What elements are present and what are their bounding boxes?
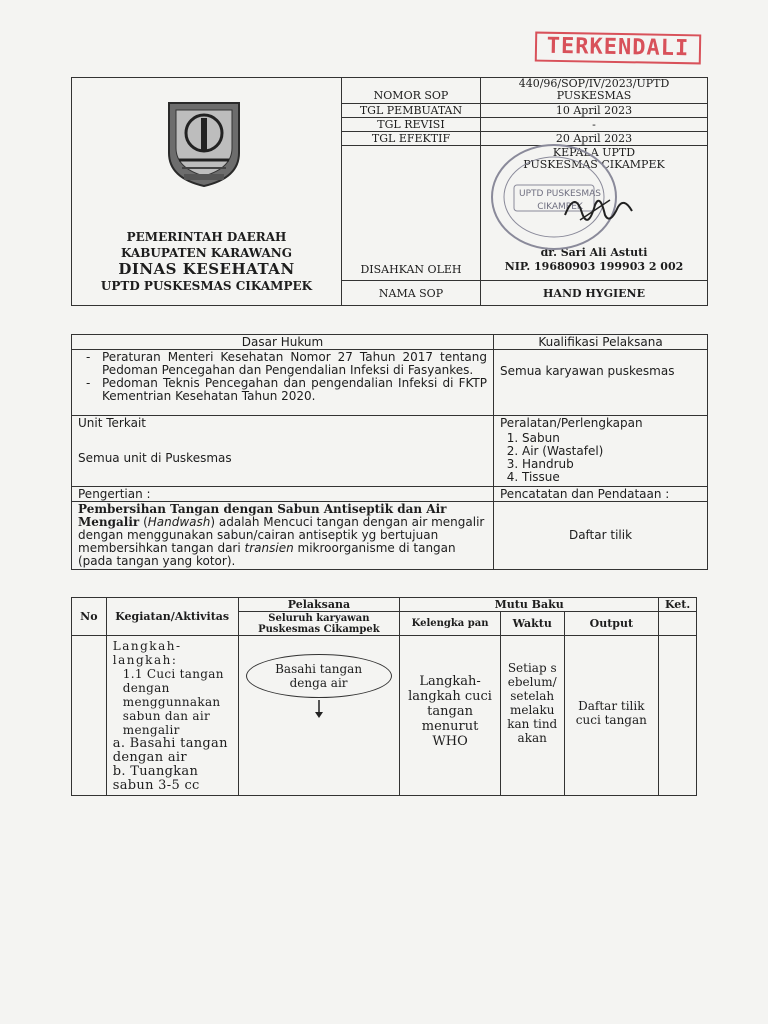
kegiatan-a: a. Basahi tangan dengan air [112, 736, 228, 765]
pelaksana-flow-cell [238, 636, 400, 796]
kegiatan-b: b. Tuangkan sabun 3-5 cc [112, 764, 200, 793]
tgl-revisi-label: TGL REVISI [342, 117, 481, 131]
pencatatan-title: Pencatatan dan Pendataan : [494, 486, 708, 501]
kelengkapan-value: Langkah-langkah cuci tangan menurut WHO [400, 636, 501, 796]
nama-sop-label: NAMA SOP [342, 281, 481, 306]
dept-name: DINAS KESEHATAN [118, 260, 295, 278]
tgl-efektif-value: 20 April 2023 [481, 132, 708, 146]
nomor-sop-label: NOMOR SOP [342, 78, 481, 104]
dasar-hukum-item: - Pedoman Teknis Pencegahan dan pengendalian Infeksi di FKTP Kementrian Kesehatan Tahun 2020. [80, 377, 487, 403]
approver-nip: NIP. 19680903 199903 2 002 [504, 260, 684, 274]
pencatatan-value: Daftar tilik [494, 501, 708, 569]
tgl-revisi-value: - [481, 117, 708, 131]
col-output: Output [564, 612, 659, 636]
gov-line-2: KABUPATEN KARAWANG [120, 246, 293, 260]
kegiatan-head: Langkah-langkah: [112, 639, 182, 667]
disahkan-label: DISAHKAN OLEH [342, 146, 481, 281]
tgl-pembuatan-label: TGL PEMBUATAN [342, 103, 481, 117]
row-no [72, 636, 107, 796]
info-table [71, 334, 708, 570]
peralatan-list [494, 430, 708, 486]
col-no: No [72, 598, 107, 636]
kegiatan-step: 1.1 Cuci tangan dengan menggunnakan sabun dan air mengalir [122, 667, 224, 737]
nama-sop-value: HAND HYGIENE [481, 281, 708, 306]
flow-node-basahi: Basahi tangan denga air [246, 654, 392, 698]
col-mutu-baku: Mutu Baku [400, 598, 659, 612]
pengertian-italic: Handwash [147, 514, 211, 529]
round-stamp-text: UPTD PUSKESMAS CIKAMPEK [519, 189, 601, 212]
nomor-sop-value: 440/96/SOP/IV/2023/UPTD PUSKESMAS [481, 78, 708, 104]
unit-name: UPTD PUSKESMAS CIKAMPEK [100, 279, 313, 293]
col-pelaksana: Pelaksana [238, 598, 400, 612]
gov-line-1: PEMERINTAH DAERAH [126, 230, 287, 244]
pengertian-title: Pengertian : [72, 486, 494, 501]
col-ket-sub [659, 612, 697, 636]
peralatan-title: Peralatan/Perlengkapan [494, 416, 708, 431]
pengertian-body-2: mikroorganisme di tangan (pada tangan yang kotor). [78, 540, 456, 568]
ket-value [659, 636, 697, 796]
procedure-table [71, 597, 697, 796]
flow-arrow-icon [313, 700, 325, 720]
pengertian-italic-2: transien [244, 540, 294, 555]
unit-terkait-title: Unit Terkait [72, 416, 494, 431]
pengertian-bold: Pembersihan Tangan dengan Sabun Antiseptik dan Air Mengalir [78, 501, 447, 529]
header-left-cell [72, 78, 342, 306]
approver-name: dr. Sari Ali Astuti [540, 246, 648, 260]
dasar-hukum-title: Dasar Hukum [72, 335, 494, 350]
peralatan-item: 4. Tissue [522, 471, 707, 484]
dasar-hukum-item: - Peraturan Menteri Kesehatan Nomor 27 Tahun 2017 tentang Pedoman Pencegahan dan Pengendalian Infeksi di Fasyankes. [80, 351, 487, 377]
terkendali-stamp: TERKENDALI [535, 32, 701, 65]
col-pelaksana-sub: Seluruh karyawan Puskesmas Cikampek [238, 612, 400, 636]
kegiatan-cell [106, 636, 238, 796]
output-value: Daftar tilik cuci tangan [564, 636, 659, 796]
kualifikasi-title: Kualifikasi Pelaksana [494, 335, 708, 350]
tgl-efektif-label: TGL EFEKTIF [342, 132, 481, 146]
kualifikasi-value: Semua karyawan puskesmas [494, 350, 708, 416]
col-kelengkapan: Kelengka pan [400, 612, 501, 636]
col-ket: Ket. [659, 598, 697, 612]
pengertian-text: Pembersihan Tangan dengan Sabun Antiseptik dan Air Mengalir (Handwash) adalah Mencuci tangan dengan air mengalir dengan menggunakan sabun/cairan antiseptik yg bertujuan membersihkan tangan dari transien mikroorganisme di tangan (pada tangan yang kotor). [72, 501, 494, 569]
dasar-hukum-list [72, 350, 494, 416]
peralatan-item: 3. Handrub [522, 458, 707, 471]
peralatan-item: 2. Air (Wastafel) [522, 445, 707, 458]
col-waktu: Waktu [500, 612, 564, 636]
pengertian-body: adalah Mencuci tangan dengan air mengalir dengan menggunakan sabun/cairan antiseptik yg bertujuan membersihkan tangan dari [78, 514, 485, 555]
karawang-logo-icon [164, 98, 244, 188]
col-kegiatan: Kegiatan/Aktivitas [106, 598, 238, 636]
peralatan-item: 1. Sabun [522, 432, 707, 445]
approver-title: KEPALA UPTD PUSKESMAS CIKAMPEK [523, 146, 665, 172]
tgl-pembuatan-value: 10 April 2023 [481, 103, 708, 117]
signature-icon [560, 185, 640, 235]
unit-terkait-value: Semua unit di Puskesmas [72, 430, 494, 486]
waktu-value: Setiap sebelum/setelah melakukan tindakan [500, 636, 564, 796]
